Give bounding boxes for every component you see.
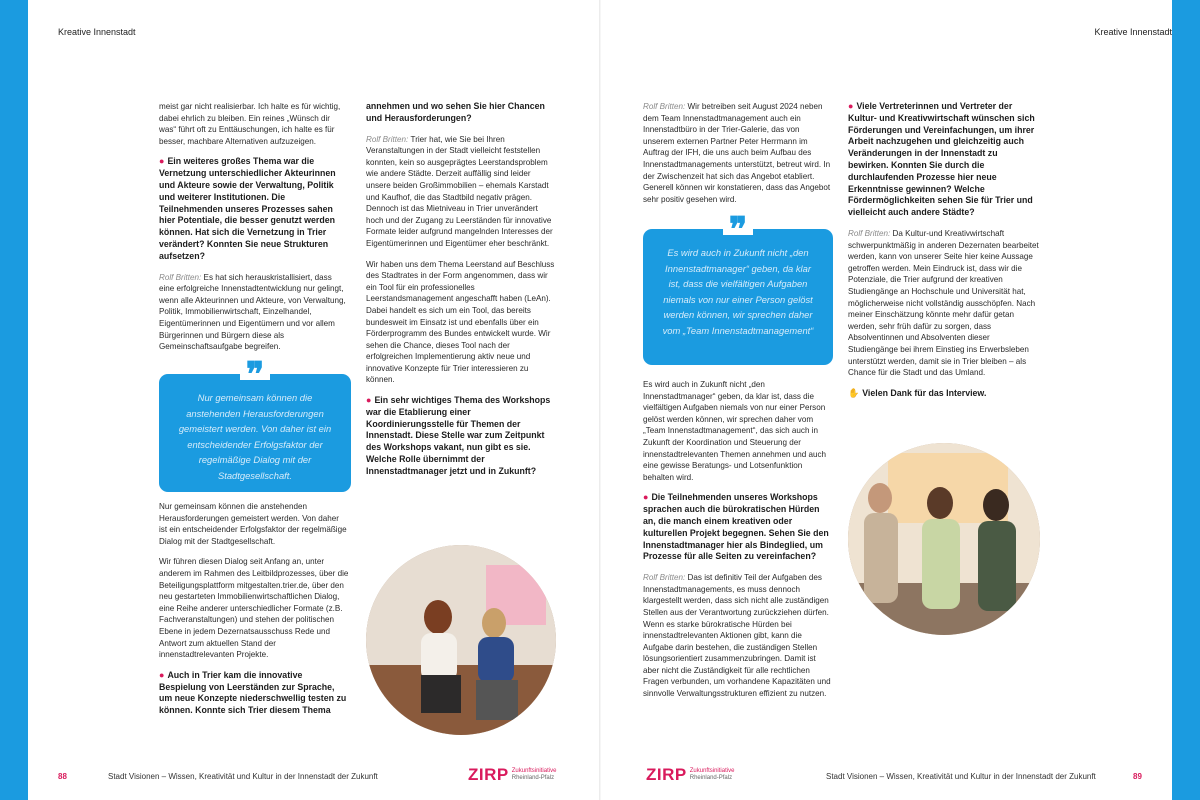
speaker-label: Rolf Britten: — [643, 102, 688, 111]
page-left — [28, 0, 600, 800]
body-paragraph — [159, 501, 349, 547]
interview-photo-right — [848, 443, 1040, 635]
body-paragraph — [366, 259, 556, 387]
interview-question — [159, 670, 349, 717]
running-head-right: Kreative Innenstadt — [1094, 27, 1172, 37]
right-col1-bottom — [643, 379, 833, 700]
interview-question — [848, 101, 1040, 219]
speech-bubble-icon: ● — [848, 101, 854, 111]
paragraph-text: Vielen Dank für das Interview. — [862, 387, 987, 398]
left-col1-top — [159, 101, 349, 353]
page-right — [600, 0, 1172, 800]
left-col2 — [366, 101, 556, 478]
zirp-logo-left — [468, 765, 556, 785]
paragraph-text: Ein sehr wichtiges Thema des Workshops war die Etablierung einer Koordinierungsstelle für Themen der Innenstadt. Diese Stelle war zum Zeitpunkt des Workshops vakant, nun gibt es sie. Welche Rolle übernimmt der Innenstadtmanager jetzt und in Zukunft? — [366, 395, 551, 476]
quotation-mark-icon: ❞ — [723, 211, 753, 235]
paragraph-text: Ein weiteres großes Thema war die Vernetzung unterschiedlicher Akteurinnen und Akteure sowie der Verwaltung, Politik und weiterer Institutionen. Die Teilnehmenden unseres Prozesses sahen hier Potentiale, die besser genutzt werden können. Hat sich die Vernetzung in Trier verändert? Konnten Sie neue Strukturen aufsetzen? — [159, 156, 336, 261]
speech-bubble-icon: ● — [643, 492, 649, 503]
left-page-column-2 — [366, 101, 556, 487]
right-page-column-2 — [848, 101, 1040, 408]
speaker-label: Rolf Britten: — [159, 272, 204, 282]
interview-photo-left-illustration — [366, 545, 556, 735]
logo-line2: Rheinland-Pfalz — [689, 775, 733, 781]
speech-bubble-icon: ● — [159, 156, 165, 167]
paragraph-text: Die Teilnehmenden unseres Workshops sprachen auch die bürokratischen Hürden an, die manch einem kreativen oder kulturellen Projekt begegnen. Sehen Sie den Innenstadtmanager hier als Bindeglied, um Prozesse für alle Seiten zu vereinfachen? — [643, 492, 829, 562]
paragraph-text: Trier hat, wie Sie bei Ihren Veranstaltungen in der Stadt vielleicht feststellen konnten, kein so ausgeprägtes Leerstandsproblem wie andere Städte. Derzeit auffällig sind leider unsere beiden Großimmobilien – ehemals Karstadt und Kaufhof, die das Stadtbild negativ prägen. Dennoch ist das Mietniveau in Trier unverändert hoch und der Zugang zu Leerständen für innovative Formate leider aufgrund mangelnden Interesses der Eigentümerinnen und Eigentümer eher beschränkt. — [366, 134, 553, 248]
interview-answer — [366, 134, 556, 250]
logo-mark: ZIRP — [646, 765, 687, 784]
speaker-label: Rolf Britten: — [366, 134, 411, 144]
right-page-column-1 — [643, 101, 833, 214]
logo-subtitle — [512, 768, 557, 782]
speech-bubble-icon: ● — [159, 669, 165, 680]
paragraph-text: Wir betreiben seit August 2024 neben dem Team Innenstadtmanagement auch ein Innenstadtbüro in der Trier-Galerie, das von unserem externen Partner Peter Herrmann im Auftrag der IFH, die uns auch beim Aufbau des Innenstadtmanagements unterstützt, betreut wird. In der Zwischenzeit hat sich das Angebot etabliert. Generell können wir konstatieren, dass das Angebot sehr positiv gesehen wird. — [643, 102, 831, 204]
interview-question — [366, 395, 556, 478]
pull-quote-right — [643, 210, 833, 365]
body-paragraph — [643, 379, 833, 483]
speech-bubble-icon: ● — [366, 395, 372, 406]
paragraph-text: Es wird auch in Zukunft nicht „den Innenstadtmanager“ geben, da klar ist, dass die vielfältigen Aufgaben niemals von nur einer Person gelöst werden können, wir sprechen daher vom „Team Innenstadtmanagement“, das sich auch in Zukunft der Koordination und Steuerung der innenstadtrelevanten Themen annehmen und auch eine gewisse Beratungs- und Lotsenfunktion behalten wird. — [643, 380, 826, 482]
right-edge-strip — [1172, 0, 1200, 800]
paragraph-text: annehmen und wo sehen Sie hier Chancen und Herausforderungen? — [366, 101, 545, 123]
logo-subtitle — [690, 768, 735, 782]
paragraph-text: Wir haben uns dem Thema Leerstand auf Beschluss des Stadtrates in der Form angenommen, dass wir ein Tool für ein professionelles Leerstandsmanagement angeschafft haben (LeAn). Dabei handelt es sich um ein Tool, das bereits bundesweit im Einsatz ist und ebenfalls über ein Förderprogramm des Bundes entwickelt wurde. Wir sehen die Chance, dieses Tool nach der erfolgreichen Implementierung aktiv neue und innovative Konzepte für Trier interessieren zu können. — [366, 259, 555, 385]
left-page-column-1-continued — [159, 501, 349, 726]
footer-right: Stadt Visionen – Wissen, Kreativität und Kultur in der Innenstadt der Zukunft — [826, 772, 1096, 781]
pull-quote-right-text: Es wird auch in Zukunft nicht „den Innenstadtmanager“ geben, da klar ist, dass die vielfältigen Aufgaben niemals von nur einer Person gelöst werden können, wir sprechen daher vom „Team Innenstadtmanagement“ — [662, 247, 814, 336]
handshake-icon: ✋ — [848, 387, 860, 398]
body-paragraph — [159, 101, 349, 147]
logo-line1: Zukunftsinitiative — [689, 768, 735, 774]
left-edge-strip — [0, 0, 28, 800]
paragraph-text: Wir führen diesen Dialog seit Anfang an, unter anderem im Rahmen des Leitbildprozesses, über die Beteiligungsplattform mitgestalten.trier.de, über den neu gestarteten Immobilienwirtschaftlichen Dialog, eine Reihe anderer unterschiedlicher Formate (z.B. Fachveranstaltungen) und stehen der politischen Ebene in jedem Dezernatsausschuss Rede und Antwort zum aktuellen Stand der innenstadtrelevanten Projekte. — [159, 557, 349, 660]
right-col1-top — [643, 101, 833, 205]
left-page-column-1 — [159, 101, 349, 362]
paragraph-text: meist gar nicht realisierbar. Ich halte es für wichtig, dabei ehrlich zu bleiben. Ein reines „Wünsch dir was“ führt oft zu Enttäuschungen, ich halte es für besser, machbare Alternativen aufzuzeigen. — [159, 102, 341, 146]
body-paragraph — [159, 556, 349, 660]
pull-quote-left — [159, 355, 351, 492]
speaker-label: Rolf Britten: — [848, 228, 893, 238]
thanks-line — [848, 388, 1040, 400]
logo-line1: Zukunftsinitiative — [511, 768, 557, 774]
interview-photo-left — [366, 545, 556, 735]
running-head-left: Kreative Innenstadt — [58, 27, 136, 37]
paragraph-text: Das ist definitiv Teil der Aufgaben des Innenstadtmanagements, es muss dennoch klargestellt werden, dass sich nicht alle zuständigen Stellen aus der Verantwortung zurückziehen dürfen. Wenn es starke bürokratische Hürden bei innenstadtrelevanten Aktionen gibt, kann die Aufgabe darin bestehen, die zuständigen Stellen lösungsorientiert zusammenzubringen. Damit ist aber nicht die Zuständigkeit für alle rechtlichen Fragen verbunden, um vorhandene Kapazitäten und sinnvolle Verwaltungsstrukturen effizient zu nutzen. — [643, 573, 831, 699]
paragraph-text: Viele Vertreterinnen und Vertreter der Kultur- und Kreativwirtschaft wünschen sich Förderungen und Vereinfachungen, um ihrer Arbeit nachzugehen und gleichzeitig auch Veränderungen in der Innenstadt zu bewirken. Konnten Sie durch die durchlaufenden Prozesse hier neue Erkenntnisse gewinnen? Welche Fördermöglichkeiten sehen Sie für Trier und vielleicht auch andere Städte? — [848, 101, 1035, 218]
interview-question — [366, 101, 556, 125]
paragraph-text: Da Kultur-und Kreativwirtschaft schwerpunktmäßig in anderen Dezernaten bearbeitet werden, kann von unserer Seite hier keine Aussage getroffen werden. Mein Eindruck ist, dass wir die Potenziale, die Trier aufgrund der kreativen Studiengänge an Hochschule und Universität hat, möglicherweise nicht vollständig ausschöpfen. Nach meiner Einschätzung könnte mehr dafür getan werden, sehr früh dafür zu sorgen, dass Absolventinnen und Absolventen dieser Studiengänge bei ihrem Einstieg ins Erwerbsleben unterstützt werden, damit sie in Trier bleiben – als Chance für die Stadt und das Umland. — [848, 228, 1039, 378]
interview-answer — [159, 272, 349, 353]
left-col1-bottom — [159, 501, 349, 717]
paragraph-text: Nur gemeinsam können die anstehenden Herausforderungen gemeistert werden. Von daher ist ein entscheidender Erfolgsfaktor der regelmäßige Dialog mit der Stadtgesellschaft. — [159, 502, 347, 546]
page-number-right: 89 — [1133, 772, 1142, 781]
speaker-label: Rolf Britten: — [643, 573, 688, 583]
interview-answer — [848, 228, 1040, 379]
footer-left: Stadt Visionen – Wissen, Kreativität und Kultur in der Innenstadt der Zukunft — [108, 772, 378, 781]
logo-line2: Rheinland-Pfalz — [511, 775, 555, 781]
right-col2 — [848, 101, 1040, 399]
right-page-column-1-continued — [643, 379, 833, 709]
interview-photo-right-illustration — [848, 443, 1040, 635]
quotation-mark-icon: ❞ — [240, 356, 270, 380]
interview-answer — [643, 101, 833, 205]
pull-quote-left-text: Nur gemeinsam können die anstehenden Herausforderungen gemeistert werden. Von daher ist ein entscheidender Erfolgsfaktor der regelmäßige Dialog mit der Stadtgesellschaft. — [178, 392, 332, 481]
interview-question — [643, 492, 833, 563]
zirp-logo-right — [646, 765, 734, 785]
logo-mark: ZIRP — [468, 765, 509, 784]
interview-question — [159, 156, 349, 262]
page-number-left: 88 — [58, 772, 67, 781]
paragraph-text: Auch in Trier kam die innovative Bespielung von Leerständen zur Sprache, um neue Konzepte niederschwellig testen zu können. Konnte sich Trier diesem Thema — [159, 669, 347, 716]
paragraph-text: Es hat sich herauskristallisiert, dass eine erfolgreiche Innenstadtentwicklung nur gelingt, wenn alle Akteurinnen und Akteure, von Verwaltung, Politik, Immobilienwirtschaft, Einzelhandel, Eigentümerinnen und Eigentümern und vor allem Bürgerinnen und Bürgern diese als Gemeinschaftsaufgabe begreifen. — [159, 272, 346, 352]
interview-answer — [643, 572, 833, 700]
